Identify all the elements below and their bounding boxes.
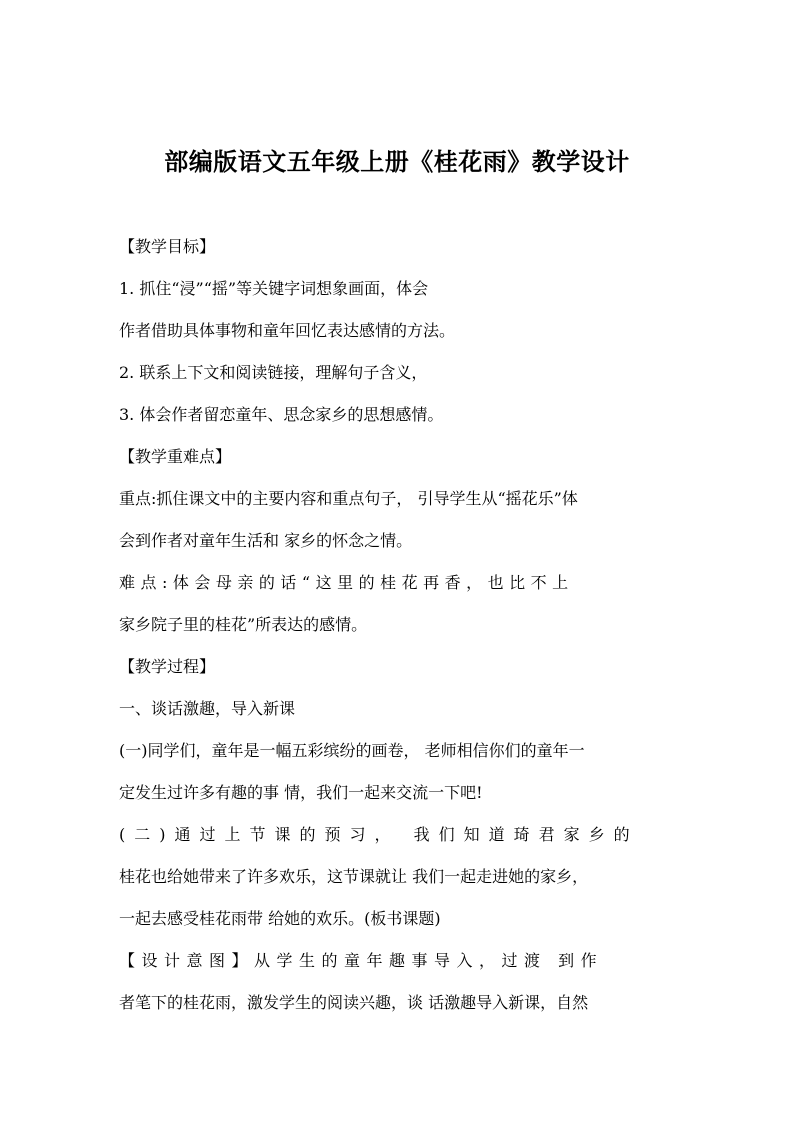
section-heading-process: 【教学过程】: [119, 657, 216, 676]
paragraph-line: 者笔下的桂花雨，激发学生的阅读兴趣，谈 话激趣导入新课，自然: [119, 993, 589, 1012]
paragraph-line: 桂花也给她带来了许多欢乐，这节课就让 我们一起走进她的家乡，: [119, 867, 589, 886]
section-heading-key-points: 【教学重难点】: [119, 447, 232, 466]
paragraph-line: 一、谈话激趣，导入新课: [119, 699, 296, 718]
paragraph-line: 3. 体会作者留恋童年、思念家乡的思想感情。: [119, 405, 444, 424]
paragraph-line: 作者借助具体事物和童年回忆表达感情的方法。: [119, 321, 456, 340]
paragraph-line: 【设计意图】从学生的童年趣事导入，过渡 到作: [119, 951, 604, 970]
paragraph-line: 会到作者对童年生活和 家乡的怀念之情。: [119, 531, 413, 550]
paragraph-line: 一起去感受桂花雨带 给她的欢乐。(板书课题): [119, 909, 441, 928]
paragraph-line: 1. 抓住“浸”“摇”等关键字词想象画面，体会: [119, 279, 429, 298]
paragraph-line: (一)同学们，童年是一幅五彩缤纷的画卷， 老师相信你们的童年一: [119, 741, 585, 760]
paragraph-line: 重点:抓住课文中的主要内容和重点句子， 引导学生从“摇花乐”体: [119, 489, 578, 508]
paragraph-line: (二)通过上节课的预习， 我们知道琦君家乡的: [119, 825, 639, 844]
document-body: [119, 226, 675, 1024]
section-heading-objectives: 【教学目标】: [119, 237, 216, 256]
paragraph-line: 家乡院子里的桂花”所表达的感情。: [119, 615, 368, 634]
document-title: 部编版语文五年级上册《桂花雨》教学设计: [164, 148, 630, 176]
paragraph-line: 难点:体会母亲的话“这里的桂花再香，也比不上: [119, 573, 574, 592]
paragraph-line: 定发生过许多有趣的事 情，我们一起来交流一下吧!: [119, 783, 483, 802]
paragraph-line: 2. 联系上下文和阅读链接，理解句子含义，: [119, 363, 428, 382]
